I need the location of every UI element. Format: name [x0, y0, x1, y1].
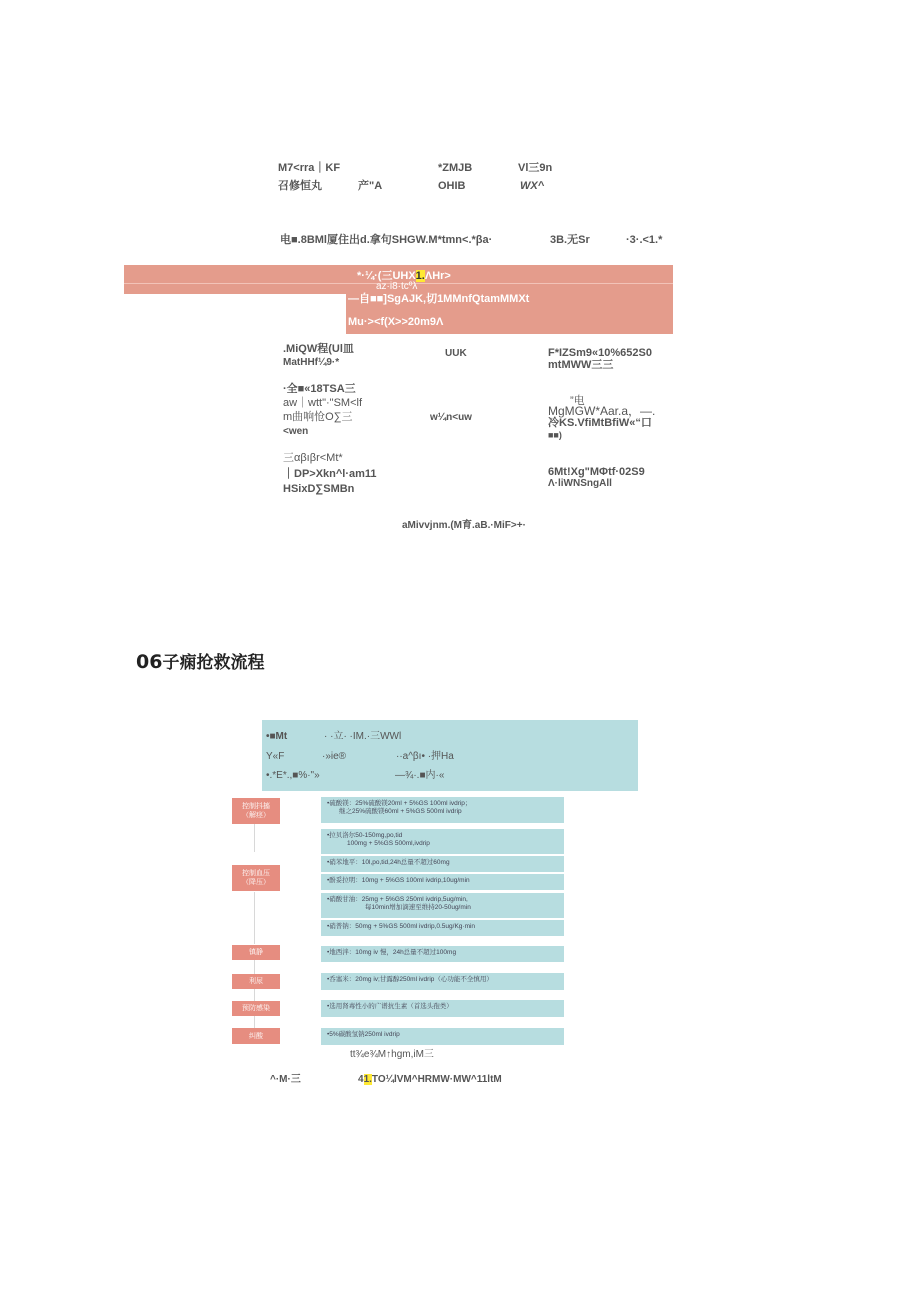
header2-cell-3: OHIB: [438, 180, 466, 192]
item-line: •硝苯地平：10l,po,tid,24h总量不超过60mg: [327, 859, 450, 866]
row-b-col1-line4: <wen: [283, 426, 309, 437]
fc-header-r2-c2: ·»ie®: [322, 751, 347, 762]
section-title: [136, 648, 264, 673]
group-item-nitroglycerin: [321, 893, 564, 918]
row-c-col3-line2: Λ·liWNSngAll: [548, 478, 612, 489]
group-label-line: 预防感染: [242, 1005, 270, 1012]
header2-cell-4: WX^: [520, 180, 545, 192]
group-label-line: （降压）: [242, 879, 270, 886]
subheader-cell-1: 电■.8BMl厦住出d.拿句SHGW.M*tmn<.*βa·: [280, 234, 493, 246]
band-line-1: *·¼·(三UHX1.ΛHr>: [357, 270, 451, 282]
row-a-col3-line1: F*IZSm9«10%652S0: [548, 347, 652, 359]
table-footer: aMivvjnm.(M育.aB.·MiF>+·: [402, 520, 526, 531]
group-label-line: 镇静: [249, 949, 263, 956]
item-line: 继之25%硫酸镁60ml + 5%GS 500ml ivdrip: [339, 808, 462, 815]
row-a-col1-line2: MatHHf¼9·*: [283, 357, 340, 368]
connector-line: [254, 892, 255, 944]
group-item-labetalol: [321, 829, 564, 854]
group-item-nifedipine: [321, 856, 564, 872]
row-b-col1-line3: m曲响怆O∑三: [283, 411, 353, 423]
item-line: 每10min增加滴速至维持20-50ug/min: [365, 904, 471, 911]
group-label-infection: [232, 1001, 280, 1016]
section-title-text: 子痫抢救流程: [162, 653, 265, 673]
group-item-bicarbonate: [321, 1028, 564, 1045]
section-number: 06: [136, 651, 163, 673]
group-item-phentolamine: [321, 874, 564, 890]
item-line: •呑塞米：20mg iv;甘露醇250ml ivdrip（心功能不全慎用）: [327, 976, 493, 983]
connector-line: [254, 824, 255, 852]
group-item-magnesium: [321, 797, 564, 823]
group-label-convulsion: [232, 798, 280, 824]
header2-cell-2: 产"A: [358, 180, 383, 192]
connector-line: [254, 1016, 255, 1028]
item-line: •地西泮：10mg iv 慢，24h总量不超过100mg: [327, 949, 457, 956]
flowchart-caption: tt¾e¾M↑hgm,iM三: [350, 1049, 434, 1060]
subheader-cell-2: 3B.无Sr: [550, 234, 590, 246]
subheader-cell-3: ·3·.<1.*: [626, 234, 663, 246]
group-label-line: 控制抖搐: [242, 803, 270, 810]
row-a-col1-line1: .MiQW程(Ul皿: [283, 343, 354, 355]
item-line: •拉贝洛尔50-150mg,po,tid: [327, 832, 403, 839]
group-label-sedation: [232, 945, 280, 960]
row-a-col3-line2: mtMWW三三: [548, 359, 614, 371]
header-cell-2: *ZMJB: [438, 162, 473, 174]
footnote-left: ^·M·三: [270, 1074, 301, 1085]
row-b-col3-line3: 冷KS.VfiMtBfiW«“口: [548, 417, 652, 429]
row-b-col3-line1: ”电: [570, 395, 585, 407]
row-b-col1-line1: ·全■«18TSA三: [283, 383, 356, 395]
group-label-line: 利尿: [249, 978, 263, 985]
group-label-line: 纠酸: [249, 1032, 263, 1040]
fc-header-r1-c2: · ·立· ·IM.·三WWl: [324, 731, 402, 742]
fc-header-r3-c2: —¾·.■内·«: [395, 770, 445, 781]
connector-line: [254, 989, 255, 1001]
item-line: •硝普钠：50mg + 5%GS 500ml ivdrip,0.5ug/Kg·min: [327, 923, 476, 930]
header2-cell-1: 召修恒丸: [278, 180, 322, 192]
fc-header-r3-c1: •.*E*.,■%·"»: [266, 770, 320, 781]
group-item-nitroprusside: [321, 920, 564, 936]
band-line-4: Mu·><f(X>>20m9Λ: [348, 316, 444, 328]
band-line-2: az·i8·tcºλ: [376, 281, 418, 292]
row-c-col1-line2: ｜DP>Xkn^l·am11: [283, 468, 377, 480]
band-line-3: —自■■]SgAJK,切1MMnfQtamMMXt: [348, 293, 530, 305]
fc-header-r2-c3: ··a^βı• ·押Ha: [396, 751, 454, 762]
item-line: •5%碳酸氢钠250ml ivdrip: [327, 1031, 400, 1038]
group-item-antibiotics: [321, 1000, 564, 1017]
footnote-right: 41.TO¼lVM^HRMW·MW^11ltM: [358, 1074, 502, 1085]
item-line: •硝酸甘油：25mg + 5%GS 250ml ivdrip,5ug/min,: [327, 896, 468, 903]
row-c-col3-line1: 6Mt!Xg"MΦtf·02S9: [548, 466, 645, 478]
row-b-col3-line2: MgMGW*Aar.a，—.: [548, 404, 656, 418]
group-label-acidosis: [232, 1028, 280, 1044]
row-b-col2: w¼n<uw: [430, 412, 472, 423]
fc-header-r2-c1: Y«F: [266, 751, 285, 762]
row-c-col1-line3: HSixD∑SMBn: [283, 483, 355, 495]
item-line: •选用肾毒性小的广谱抗生素（首选头孢类）: [327, 1003, 453, 1010]
group-label-line: 控制血压: [242, 870, 270, 877]
group-label-diuresis: [232, 974, 280, 989]
group-item-diazepam: [321, 946, 564, 962]
item-line: •硫酸镁：25%硫酸镁20ml + 5%GS 100ml ivdrip；: [327, 800, 472, 807]
row-a-col2: UUK: [445, 348, 467, 359]
fc-header-r1-c1: •■Mt: [266, 731, 288, 742]
group-label-line: （解痉）: [242, 812, 270, 819]
row-b-col3-line4: ■■): [548, 430, 562, 440]
row-c-col1-line1: 三αβıβr<Mt*: [283, 452, 343, 464]
group-label-blood-pressure: [232, 865, 280, 891]
item-line: 100mg + 5%GS 500ml,ivdrip: [347, 840, 430, 847]
header-cell-1: M7<rra｜KF: [278, 162, 341, 174]
header-cell-3: Vl三9n: [518, 162, 553, 174]
group-item-furosemide: [321, 973, 564, 990]
connector-line: [254, 960, 255, 974]
item-line: •酚妥拉明：10mg + 5%GS 100ml ivdrip,10ug/min: [327, 877, 470, 884]
row-b-col1-line2: aw｜wtt"·"SM<lf: [283, 397, 363, 409]
